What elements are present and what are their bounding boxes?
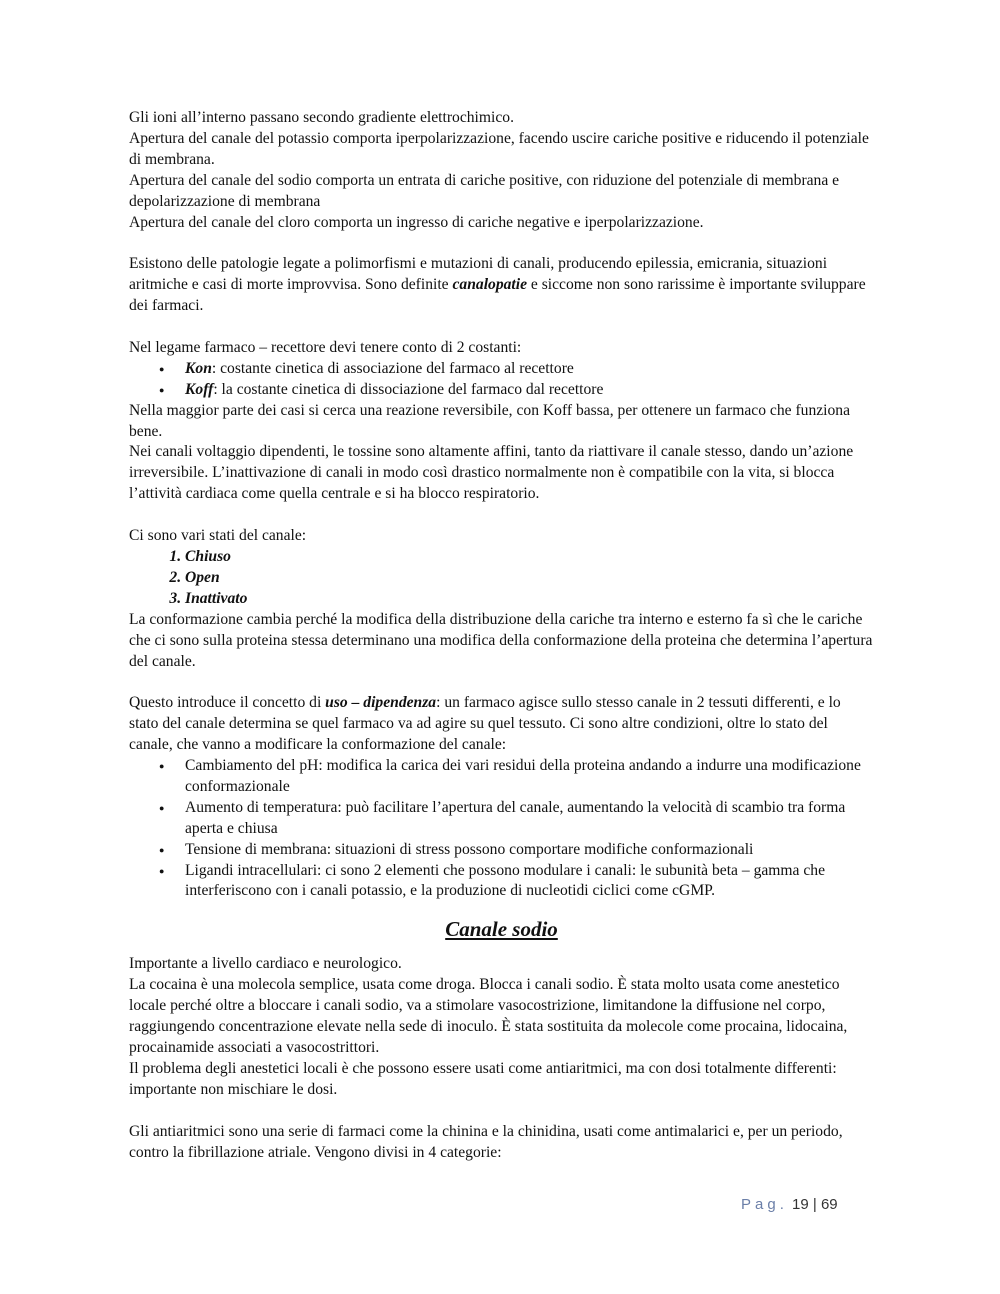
emphasis-term: Kon [185, 359, 212, 377]
paragraph: Apertura del canale del sodio comporta un entrata di cariche positive, con riduzione del potenziale di membrana e depolarizzazione di membrana [129, 171, 840, 210]
list-item: ● Aumento di temperatura: può facilitare l’apertura del canale, aumentando la velocità di scambio tra forma aperta e chiusa [185, 798, 874, 840]
total-pages: 69 [820, 1196, 838, 1213]
page-body [129, 108, 874, 1163]
emphasis-term: canalopatie [452, 276, 527, 294]
paragraph: Apertura del canale del cloro comporta un ingresso di cariche negative e iperpolarizzazione. [129, 213, 704, 231]
text: : costante cinetica di associazione del farmaco al recettore [211, 359, 574, 377]
text: e siccome non sono rarissime è importante sviluppare dei farmaci. [129, 276, 866, 315]
bullet-list-conditions [129, 756, 874, 902]
page-number: 19 [792, 1196, 809, 1213]
text: : la costante cinetica di dissociazione del farmaco dal recettore [213, 380, 604, 398]
list-item: ● Ligandi intracellulari: ci sono 2 elementi che possono modulare i canali: le subunità beta – gamma che interferiscono con i canali potassio, e la produzione di nucleotidi ciclici come cGMP. [185, 861, 874, 903]
page-label: Pag. [741, 1196, 788, 1213]
page-footer [741, 1196, 838, 1213]
emphasis-term: Koff [185, 380, 214, 398]
list-item: 2. Open [185, 568, 874, 589]
section-heading: Canale sodio [445, 917, 558, 942]
paragraph: Importante a livello cardiaco e neurologico. [129, 955, 402, 973]
list-item: ● Tensione di membrana: situazioni di stress possono comportare modifiche conformazionali [185, 840, 874, 861]
paragraph: Nei canali voltaggio dipendenti, le tossine sono altamente affini, tanto da riattivare il canale stesso, dando un’azione irreversibile. L’inattivazione di canali in modo così drastico normalmente non è compatibile con la vita, si blocca l’attività cardiaca come quella centrale e si ha blocco respiratorio. [129, 443, 854, 503]
page-separator: | [812, 1196, 817, 1213]
emphasis-term: uso – dipendenza [325, 694, 437, 712]
paragraph: La cocaina è una molecola semplice, usata come droga. Blocca i canali sodio. È stata molto usata come anestetico locale perché oltre a bloccare i canali sodio, va a stimolare vasocostrizione, limitandone la diffusione nel corpo, raggiungendo concentrazione elevate nella sede di inoculo. È stata sostituita da molecole come procaina, lidocaina, procainamide associati a vasocostrittori. [129, 976, 848, 1056]
list-item: ● Cambiamento del pH: modifica la carica dei vari residui della proteina andando a indurre una modificazione conformazionale [185, 756, 874, 798]
paragraph: Apertura del canale del potassio comporta iperpolarizzazione, facendo uscire cariche positive e riducendo il potenziale di membrana. [129, 129, 869, 168]
list-item [185, 359, 874, 380]
bullet-list-constants [129, 359, 874, 401]
paragraph: Nella maggior parte dei casi si cerca una reazione reversibile, con Koff bassa, per ottenere un farmaco che funziona bene. [129, 401, 851, 440]
list-item: 3. Inattivato [185, 589, 874, 610]
list-item: 1. Chiuso [185, 547, 874, 568]
paragraph: La conformazione cambia perché la modifica della distribuzione della cariche tra interno e esterno fa sì che le cariche che ci sono sulla proteina stessa determinano una modifica della conformazione della proteina che determina l’apertura del canale. [129, 610, 873, 670]
paragraph-patologie [129, 254, 874, 317]
paragraph: Ci sono vari stati del canale: [129, 527, 307, 545]
paragraph: Gli antiaritmici sono una serie di farmaci come la chinina e la chinidina, usati come antimalarici e, per un periodo, contro la fibrillazione atriale. Vengono divisi in 4 categorie: [129, 1122, 843, 1161]
numbered-list-states [129, 547, 874, 610]
list-item [185, 380, 874, 401]
paragraph: Nel legame farmaco – recettore devi tenere conto di 2 costanti: [129, 338, 522, 356]
text: : un farmaco agisce sullo stesso canale in 2 tessuti differenti, e lo stato del canale determina se quel farmaco va ad agire su quel tessuto. Ci sono altre condizioni, oltre lo stato del canale, che vanno a modificare la conformazione del canale: [129, 694, 841, 754]
text: Esistono delle patologie legate a polimorfismi e mutazioni di canali, producendo epilessia, emicrania, situazioni aritmiche e casi di morte improvvisa. Sono definite [129, 255, 828, 294]
paragraph-uso-dipendenza [129, 693, 874, 756]
paragraph: Gli ioni all’interno passano secondo gradiente elettrochimico. [129, 109, 514, 126]
paragraph: Il problema degli anestetici locali è che possono essere usati come antiaritmici, ma con dosi totalmente differenti: importante non mischiare le dosi. [129, 1059, 837, 1098]
text: Questo introduce il concetto di [129, 694, 326, 712]
